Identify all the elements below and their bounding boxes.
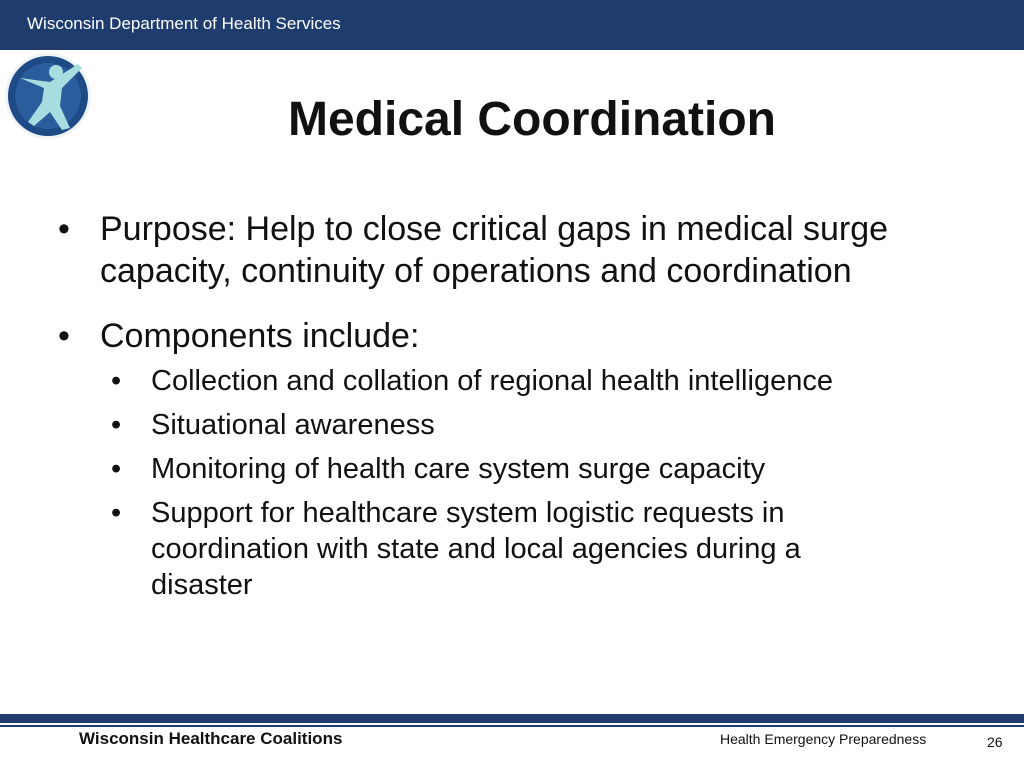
footer-program: Health Emergency Preparedness (720, 731, 927, 747)
bullet-marker: • (58, 210, 70, 248)
footer-divider-thin (0, 725, 1024, 727)
bullet-text-line: Purpose: Help to close critical gaps in medical surge (100, 210, 889, 248)
sub-bullet-text-line: coordination with state and local agencies during a (151, 533, 801, 565)
header-bar (0, 0, 1024, 50)
sub-bullet-marker: • (111, 409, 122, 441)
sub-bullet-text-line: disaster (151, 569, 253, 601)
footer-divider (0, 714, 1024, 723)
sub-bullet-marker: • (111, 365, 122, 397)
page-number: 26 (987, 734, 1003, 750)
sub-bullet-marker: • (111, 497, 122, 529)
footer-coalitions: Wisconsin Healthcare Coalitions (79, 729, 343, 748)
sub-bullet-text-line: Monitoring of health care system surge capacity (151, 453, 766, 485)
bullet-marker: • (58, 317, 70, 355)
sub-bullet-text-line: Situational awareness (151, 409, 435, 441)
sub-bullet-text-line: Support for healthcare system logistic requests in (151, 497, 785, 529)
bullet-text-line: capacity, continuity of operations and coordination (100, 252, 852, 290)
bullet-text-line: Components include: (100, 317, 420, 355)
sub-bullet-text-line: Collection and collation of regional health intelligence (151, 365, 833, 397)
sub-bullet-marker: • (111, 453, 122, 485)
header-organization: Wisconsin Department of Health Services (27, 14, 341, 33)
slide-title: Medical Coordination (287, 93, 776, 146)
